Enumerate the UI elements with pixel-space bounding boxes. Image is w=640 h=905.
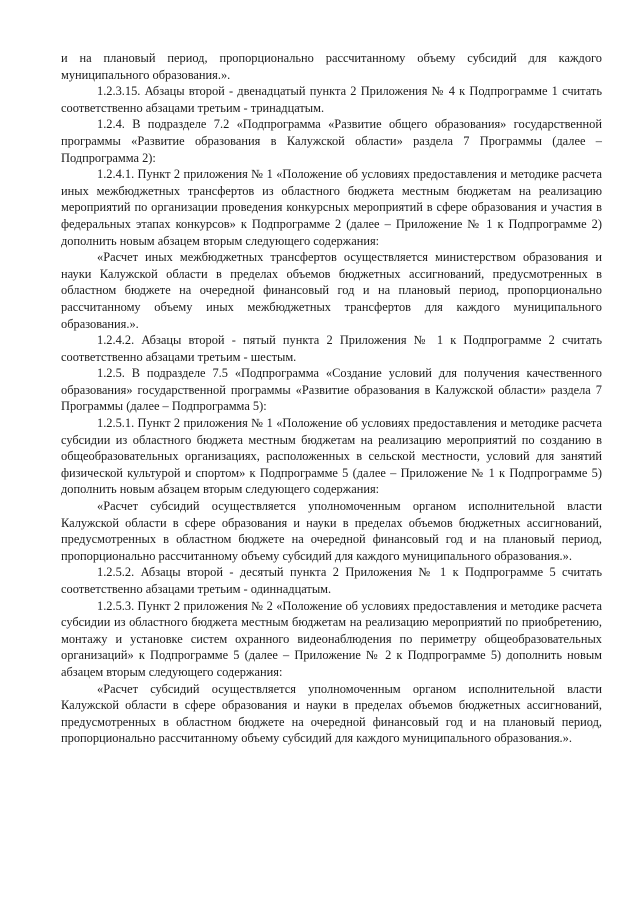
paragraph-continuation: и на плановый период, пропорционально рассчитанному объему субсидий для каждого муниципального образования.». [61, 51, 602, 82]
paragraph-1-2-5-1: 1.2.5.1. Пункт 2 приложения № 1 «Положение об условиях предоставления и методике расчета субсидии из областного бюджета местным бюджетам на реализацию мероприятий по созданию в общеобразовательных организациях, расположенных в сельской местности, условий для занятий физической культурой и спортом» к Подпрограмме 5 (далее – Приложение № 1 к Подпрограмме 5) дополнить новым абзацем вторым следующего содержания: [61, 416, 602, 497]
paragraph-1-2-4: 1.2.4. В подразделе 7.2 «Подпрограмма «Развитие общего образования» государственной программы «Развитие образования в Калужской области» раздела 7 Программы (далее – Подпрограмма 2): [61, 117, 602, 165]
paragraph-1-2-3-15: 1.2.3.15. Абзацы второй - двенадцатый пункта 2 Приложения № 4 к Подпрограмме 1 считать соответственно абзацами третьим - тринадцатым. [61, 84, 602, 115]
paragraph-1-2-5-2: 1.2.5.2. Абзацы второй - десятый пункта 2 Приложения № 1 к Подпрограмме 5 считать соответственно абзацами третьим - одиннадцатым. [61, 565, 602, 596]
document-page [61, 50, 602, 747]
paragraph-1-2-4-2: 1.2.4.2. Абзацы второй - пятый пункта 2 Приложения № 1 к Подпрограмме 2 считать соответственно абзацами третьим - шестым. [61, 333, 602, 364]
paragraph-1-2-5-3: 1.2.5.3. Пункт 2 приложения № 2 «Положение об условиях предоставления и методике расчета субсидии из областного бюджета местным бюджетам на реализацию мероприятий по приобретению, монтажу и установке систем охранного видеонаблюдения по периметру общеобразовательных организаций» к Подпрограмме 5 (далее – Приложение № 2 к Подпрограмме 5) дополнить новым абзацем вторым следующего содержания: [61, 598, 602, 679]
quote-paragraph-subsidies-2: «Расчет субсидий осуществляется уполномоченным органом исполнительной власти Калужской области в сфере образования и науки в пределах объемов бюджетных ассигнований, предусмотренных в областном бюджете на очередной финансовый год и на плановый период, пропорционально рассчитанному объему субсидий для каждого муниципального образования.». [61, 681, 602, 746]
paragraph-1-2-5: 1.2.5. В подразделе 7.5 «Подпрограмма «Создание условий для получения качественного образования» государственной программы «Развитие образования в Калужской области» раздела 7 Программы (далее – Подпрограмма 5): [61, 366, 602, 414]
quote-paragraph-transfers: «Расчет иных межбюджетных трансфертов осуществляется министерством образования и науки Калужской области в пределах объемов бюджетных ассигнований, предусмотренных в областном бюджете на очередной финансовый год и на плановый период, пропорционально рассчитанному объему иных межбюджетных трансфертов для каждого муниципального образования.». [61, 250, 602, 331]
paragraph-1-2-4-1: 1.2.4.1. Пункт 2 приложения № 1 «Положение об условиях предоставления и методике расчета иных межбюджетных трансфертов из областного бюджета местным бюджетам на реализацию мероприятий по организации проведения конкурсных мероприятий в сфере образования и участия в федеральных этапах конкурсов» к Подпрограмме 2 (далее – Приложение № 1 к Подпрограмме 2) дополнить новым абзацем вторым следующего содержания: [61, 167, 602, 248]
quote-paragraph-subsidies-1: «Расчет субсидий осуществляется уполномоченным органом исполнительной власти Калужской области в сфере образования и науки в пределах объемов бюджетных ассигнований, предусмотренных в областном бюджете на очередной финансовый год и на плановый период, пропорционально рассчитанному объему субсидий для каждого муниципального образования.». [61, 499, 602, 563]
